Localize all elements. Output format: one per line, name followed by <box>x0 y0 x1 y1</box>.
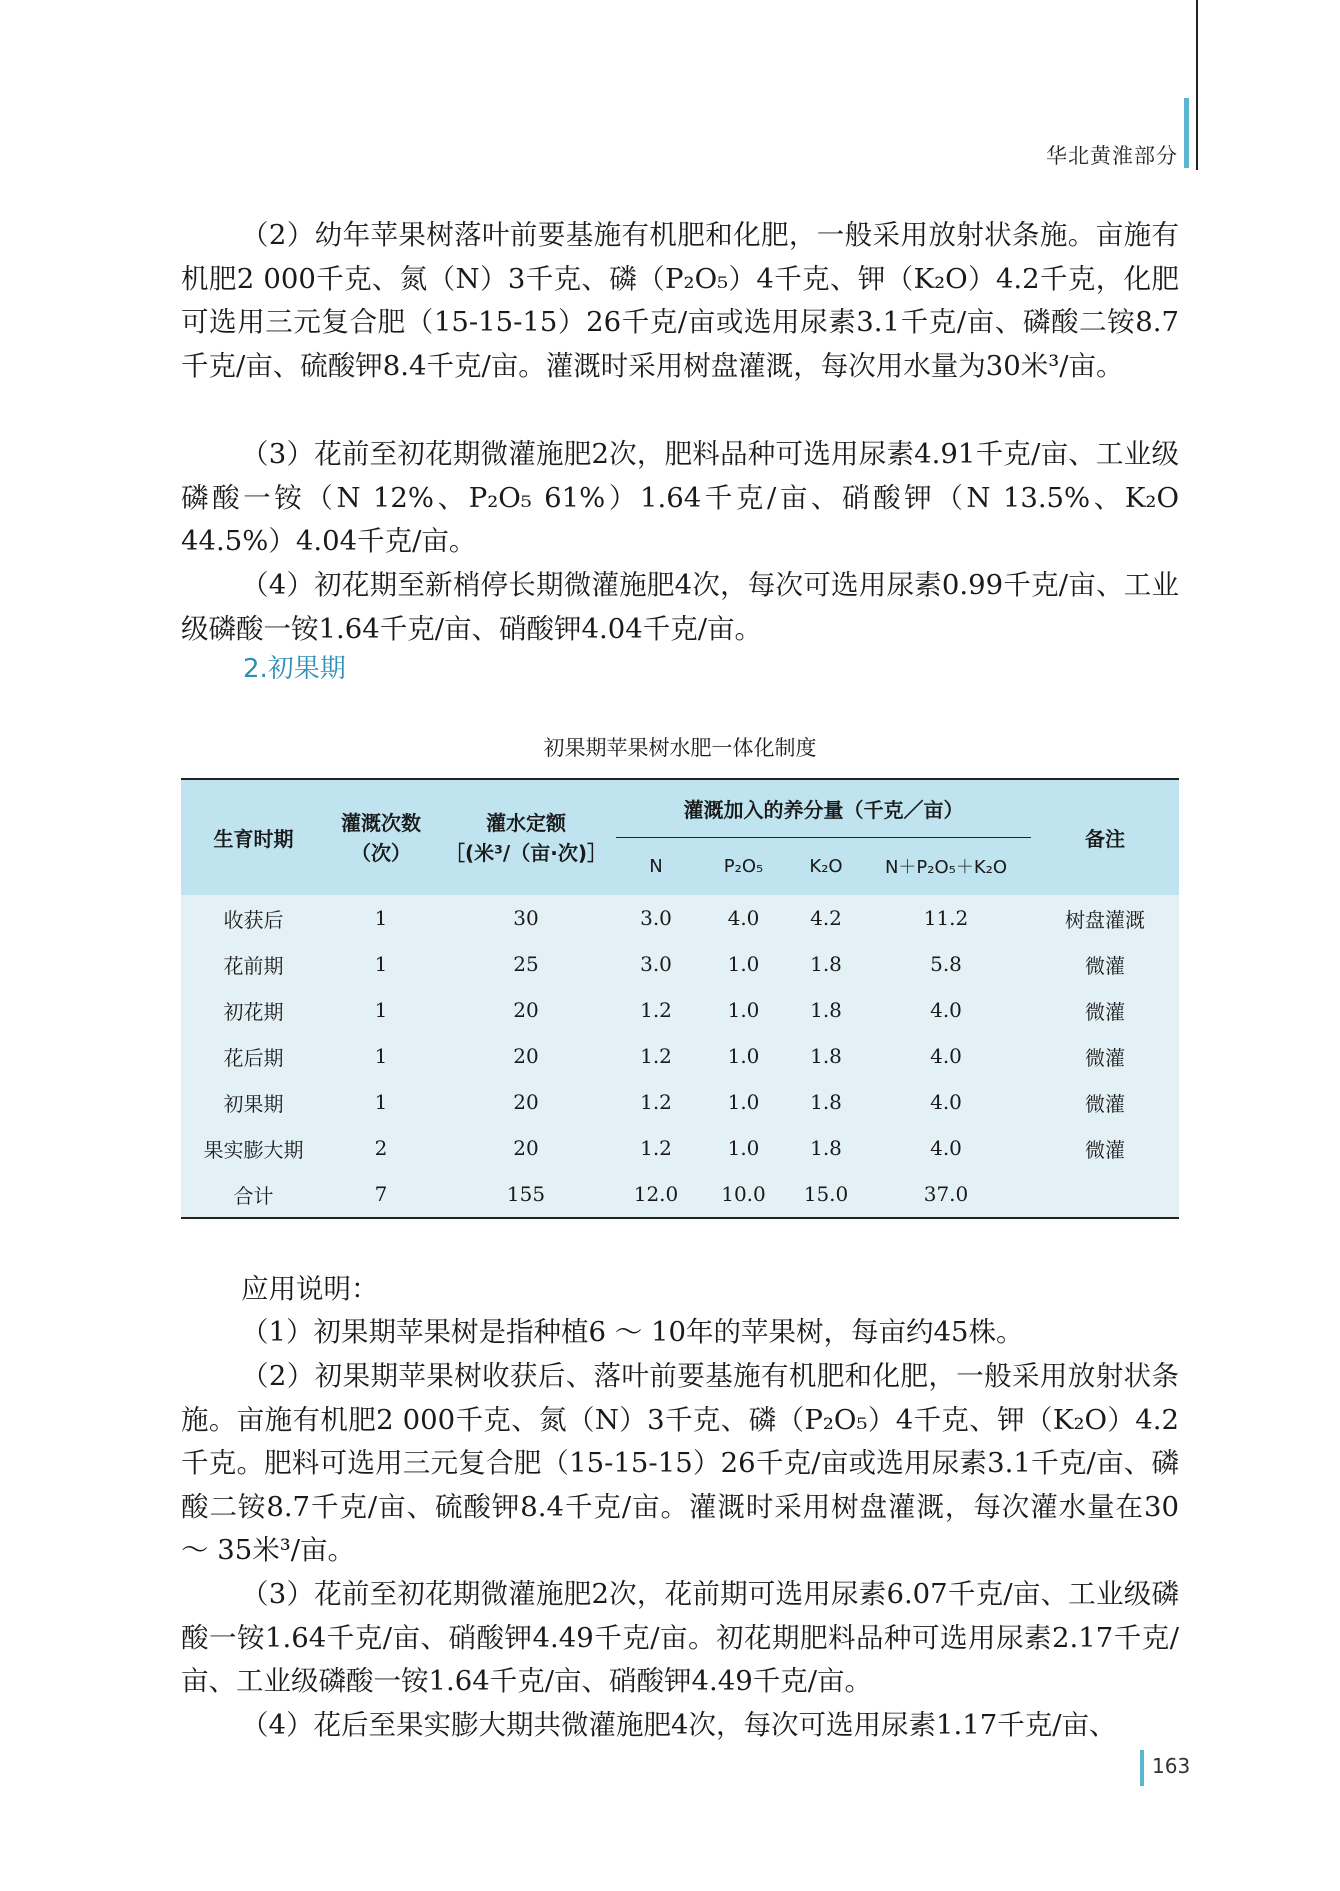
header-n: N <box>616 837 696 895</box>
cell-quota: 20 <box>436 1079 616 1125</box>
header-k2o: K₂O <box>791 837 861 895</box>
footer-accent-bar <box>1140 1750 1144 1786</box>
cell-k2o: 1.8 <box>791 987 861 1033</box>
header-stage: 生育时期 <box>181 779 326 895</box>
running-header: 华北黄淮部分 <box>1046 144 1178 168</box>
cell-total: 4.0 <box>861 1125 1031 1171</box>
cell-k2o: 4.2 <box>791 895 861 941</box>
cell-stage: 果实膨大期 <box>181 1125 326 1171</box>
cell-p2o5: 1.0 <box>696 1079 791 1125</box>
table-row <box>181 941 1179 987</box>
cell-p2o5: 1.0 <box>696 1033 791 1079</box>
cell-p2o5: 1.0 <box>696 1125 791 1171</box>
note-2: （2）初果期苹果树收获后、落叶前要基施有机肥和化肥，一般采用放射状条施。亩施有机肥2 000千克、氮（N）3千克、磷（P₂O₅）4千克、钾（K₂O）4.2千克。肥料可选用三元复合肥（15-15-15）26千克/亩或选用尿素3.1千克/亩、磷酸二铵8.7千克/亩、硫酸钾8.4千克/亩。灌溉时采用树盘灌溉，每次灌水量在30 ～ 35米³/亩。 <box>181 1360 1179 1566</box>
cell-count: 1 <box>326 987 436 1033</box>
cell-count: 2 <box>326 1125 436 1171</box>
cell-total: 4.0 <box>861 1033 1031 1079</box>
header-total: N＋P₂O₅＋K₂O <box>861 837 1031 895</box>
cell-k2o: 1.8 <box>791 1125 861 1171</box>
cell-n: 3.0 <box>616 895 696 941</box>
note-1: （1）初果期苹果树是指种植6 ～ 10年的苹果树，每亩约45株。 <box>241 1316 1024 1348</box>
cell-k2o: 15.0 <box>791 1171 861 1218</box>
cell-p2o5: 10.0 <box>696 1171 791 1218</box>
cell-stage: 花后期 <box>181 1033 326 1079</box>
note-4: （4）花后至果实膨大期共微灌施肥4次，每次可选用尿素1.17千克/亩、 <box>241 1709 1117 1741</box>
notes-heading: 应用说明： <box>241 1273 379 1305</box>
table-row <box>181 987 1179 1033</box>
cell-note: 微灌 <box>1031 987 1179 1033</box>
header-note: 备注 <box>1031 779 1179 895</box>
cell-total: 4.0 <box>861 1079 1031 1125</box>
cell-total: 5.8 <box>861 941 1031 987</box>
table-title: 初果期苹果树水肥一体化制度 <box>543 736 817 760</box>
cell-k2o: 1.8 <box>791 941 861 987</box>
cell-p2o5: 1.0 <box>696 987 791 1033</box>
cell-quota: 20 <box>436 987 616 1033</box>
cell-quota: 20 <box>436 1033 616 1079</box>
cell-stage: 合计 <box>181 1171 326 1218</box>
cell-note: 树盘灌溉 <box>1031 895 1179 941</box>
cell-stage: 初果期 <box>181 1079 326 1125</box>
cell-n: 12.0 <box>616 1171 696 1218</box>
header-vertical-rule <box>1196 0 1198 170</box>
header-water-quota: 灌水定额 ［(米³/（亩·次)］ <box>436 779 616 895</box>
fertigation-table <box>181 778 1179 1219</box>
paragraph-4: （4）初花期至新梢停长期微灌施肥4次，每次可选用尿素0.99千克/亩、工业级磷酸一铵1.64千克/亩、硝酸钾4.04千克/亩。 <box>181 569 1179 645</box>
cell-count: 1 <box>326 1033 436 1079</box>
cell-total: 11.2 <box>861 895 1031 941</box>
section-heading: 2.初果期 <box>243 654 346 684</box>
paragraph-2: （2）幼年苹果树落叶前要基施有机肥和化肥，一般采用放射状条施。亩施有机肥2 000千克、氮（N）3千克、磷（P₂O₅）4千克、钾（K₂O）4.2千克，化肥可选用三元复合肥（15-15-15）26千克/亩或选用尿素3.1千克/亩、磷酸二铵8.7千克/亩、硫酸钾8.4千克/亩。灌溉时采用树盘灌溉，每次用水量为30米³/亩。 <box>181 219 1179 382</box>
cell-k2o: 1.8 <box>791 1033 861 1079</box>
cell-quota: 20 <box>436 1125 616 1171</box>
cell-count: 7 <box>326 1171 436 1218</box>
paragraph-3: （3）花前至初花期微灌施肥2次，肥料品种可选用尿素4.91千克/亩、工业级磷酸一铵（N 12%、P₂O₅ 61%）1.64千克/亩、硝酸钾（N 13.5%、K₂O 44.5%）4.04千克/亩。 <box>181 438 1179 557</box>
header-irrigation-count: 灌溉次数 （次） <box>326 779 436 895</box>
table-row <box>181 895 1179 941</box>
cell-k2o: 1.8 <box>791 1079 861 1125</box>
table-row-total <box>181 1171 1179 1218</box>
note-3: （3）花前至初花期微灌施肥2次，花前期可选用尿素6.07千克/亩、工业级磷酸一铵1.64千克/亩、硝酸钾4.49千克/亩。初花期肥料品种可选用尿素2.17千克/亩、工业级磷酸一铵1.64千克/亩、硝酸钾4.49千克/亩。 <box>181 1578 1179 1697</box>
cell-note: 微灌 <box>1031 941 1179 987</box>
cell-note <box>1031 1171 1179 1218</box>
cell-p2o5: 4.0 <box>696 895 791 941</box>
cell-n: 3.0 <box>616 941 696 987</box>
cell-note: 微灌 <box>1031 1033 1179 1079</box>
header-p2o5: P₂O₅ <box>696 837 791 895</box>
cell-note: 微灌 <box>1031 1079 1179 1125</box>
cell-quota: 155 <box>436 1171 616 1218</box>
cell-stage: 初花期 <box>181 987 326 1033</box>
header-accent-bar <box>1184 98 1189 168</box>
cell-quota: 25 <box>436 941 616 987</box>
cell-count: 1 <box>326 1079 436 1125</box>
cell-p2o5: 1.0 <box>696 941 791 987</box>
cell-stage: 收获后 <box>181 895 326 941</box>
cell-total: 4.0 <box>861 987 1031 1033</box>
table-row <box>181 1033 1179 1079</box>
cell-n: 1.2 <box>616 987 696 1033</box>
table-row <box>181 1125 1179 1171</box>
cell-n: 1.2 <box>616 1125 696 1171</box>
cell-stage: 花前期 <box>181 941 326 987</box>
cell-total: 37.0 <box>861 1171 1031 1218</box>
cell-n: 1.2 <box>616 1033 696 1079</box>
table-row <box>181 1079 1179 1125</box>
header-nutrient-group: 灌溉加入的养分量（千克／亩） <box>616 779 1031 837</box>
page-number: 163 <box>1152 1754 1191 1778</box>
cell-count: 1 <box>326 941 436 987</box>
cell-note: 微灌 <box>1031 1125 1179 1171</box>
cell-count: 1 <box>326 895 436 941</box>
cell-quota: 30 <box>436 895 616 941</box>
cell-n: 1.2 <box>616 1079 696 1125</box>
